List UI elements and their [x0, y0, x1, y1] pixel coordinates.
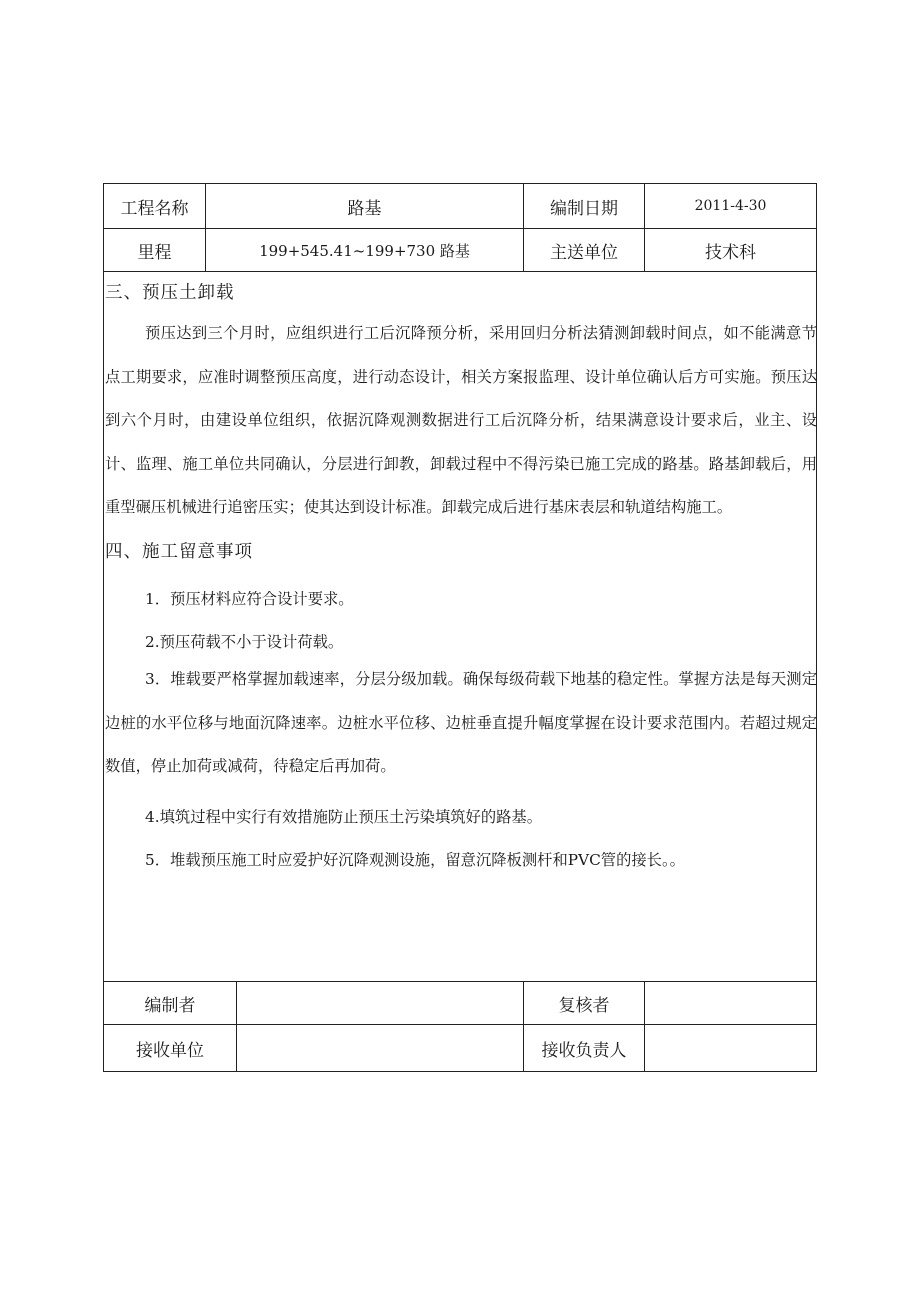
note-item-4: 4.填筑过程中实行有效措施防止预压土污染填筑好的路基。	[145, 808, 543, 826]
note-item-5: 5．堆载预压施工时应爱护好沉降观测设施，留意沉降板测杆和PVC管的接长。。	[145, 851, 685, 869]
note-item-1: 1．预压材料应符合设计要求。	[145, 590, 354, 608]
footer-row-compiler	[104, 981, 816, 1025]
section-3-title: 三、预压土卸载	[105, 283, 235, 303]
section-4-title: 四、施工留意事项	[105, 542, 253, 562]
technical-disclosure-form	[103, 183, 817, 1072]
note-item-3: 3．堆载要严格掌握加载速率，分层分级加载。确保每级荷载下地基的稳定性。掌握方法是每天测定边桩的水平位移与地面沉降速率。边桩水平位移、边桩垂直提升幅度掌握在设计要求范围内。若超过规定数值，停止加荷或减荷，待稳定后再加荷。	[105, 670, 817, 775]
content-area	[104, 273, 816, 980]
reviewer-label: 复核者	[524, 982, 645, 1024]
receiver-label: 接收负责人	[524, 1025, 645, 1071]
mileage-value: 199+545.41~199+730 路基	[206, 229, 524, 271]
send-unit-label: 主送单位	[524, 229, 645, 271]
receiver-value[interactable]	[645, 1025, 816, 1071]
compiler-value[interactable]	[237, 982, 524, 1024]
reviewer-value[interactable]	[645, 982, 816, 1024]
footer-row-receiver	[104, 1025, 816, 1071]
send-unit-value: 技术科	[705, 242, 756, 263]
compile-date-value: 2011-4-30	[694, 198, 767, 214]
note-item-2: 2.预压荷载不小于设计荷载。	[145, 633, 344, 651]
mileage-label: 里程	[104, 229, 206, 271]
project-name-value: 路基	[206, 184, 524, 228]
project-name-label: 工程名称	[104, 184, 206, 228]
receiving-unit-label: 接收单位	[104, 1025, 237, 1071]
receiving-unit-value[interactable]	[237, 1025, 524, 1071]
header-row-mileage	[104, 229, 816, 272]
section-3-body: 预压达到三个月时，应组织进行工后沉降预分析，采用回归分析法猜测卸载时间点，如不能满意节点工期要求，应准时调整预压高度，进行动态设计，相关方案报监理、设计单位确认后方可实施。预压达到六个月时，由建设单位组织，依据沉降观测数据进行工后沉降分析，结果满意设计要求后，业主、设计、监理、施工单位共同确认，分层进行卸教，卸载过程中不得污染已施工完成的路基。路基卸载后，用重型碾压机械进行追密压实；使其达到设计标准。卸载完成后进行基床表层和轨道结构施工。	[105, 324, 817, 516]
compile-date-label: 编制日期	[524, 184, 645, 228]
compiler-label: 编制者	[104, 982, 237, 1024]
header-row-project	[104, 184, 816, 229]
